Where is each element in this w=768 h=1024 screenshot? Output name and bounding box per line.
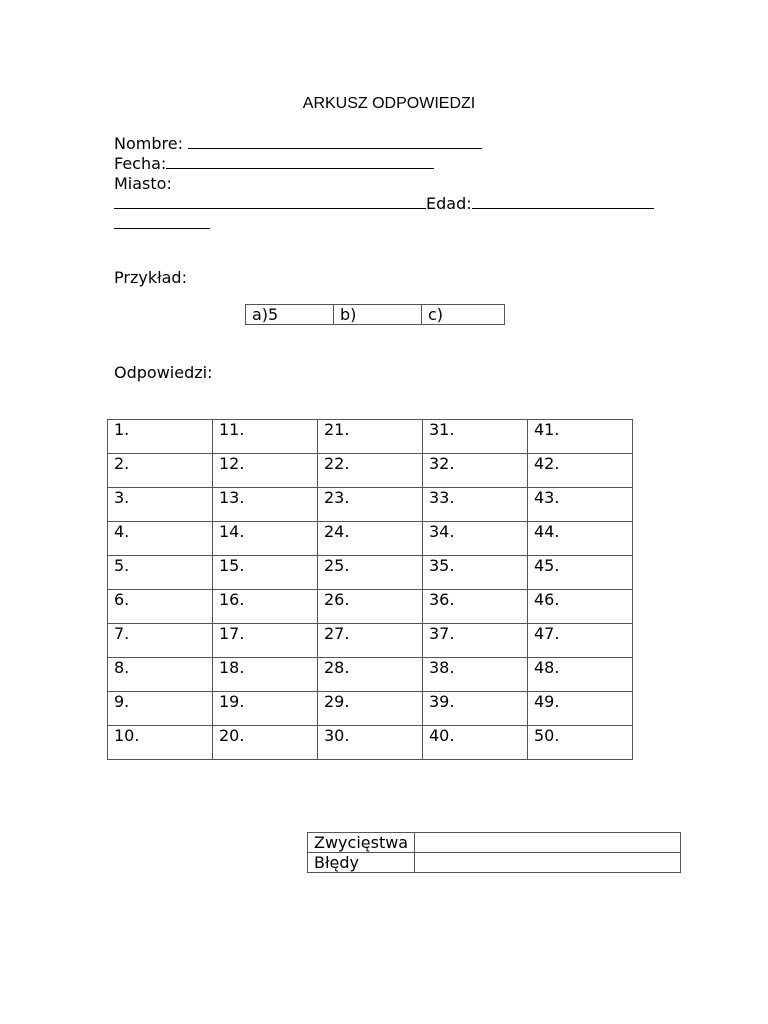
- answer-cell[interactable]: 10.: [108, 726, 213, 760]
- city-input-line[interactable]: [114, 194, 426, 209]
- answer-cell[interactable]: 39.: [423, 692, 528, 726]
- answer-cell[interactable]: 49.: [528, 692, 633, 726]
- date-label: Fecha:: [114, 154, 167, 173]
- answer-cell[interactable]: 50.: [528, 726, 633, 760]
- answer-cell[interactable]: 33.: [423, 488, 528, 522]
- answer-cell[interactable]: 42.: [528, 454, 633, 488]
- score-row-errors: [308, 853, 681, 873]
- answer-cell[interactable]: 19.: [213, 692, 318, 726]
- answer-cell[interactable]: 45.: [528, 556, 633, 590]
- answer-cell[interactable]: 23.: [318, 488, 423, 522]
- answer-row: [108, 420, 633, 454]
- answer-cell[interactable]: 11.: [213, 420, 318, 454]
- example-heading: Przykład:: [114, 268, 187, 287]
- answer-cell[interactable]: 44.: [528, 522, 633, 556]
- score-table: [307, 832, 681, 873]
- answer-cell[interactable]: 38.: [423, 658, 528, 692]
- answers-table: [107, 419, 633, 760]
- answer-cell[interactable]: 22.: [318, 454, 423, 488]
- name-label: Nombre:: [114, 134, 183, 153]
- answer-row: [108, 624, 633, 658]
- answer-row: [108, 590, 633, 624]
- answer-cell[interactable]: 24.: [318, 522, 423, 556]
- answer-cell[interactable]: 48.: [528, 658, 633, 692]
- document-title: ARKUSZ ODPOWIEDZI: [302, 95, 476, 112]
- answer-cell[interactable]: 32.: [423, 454, 528, 488]
- answer-cell[interactable]: 34.: [423, 522, 528, 556]
- answer-cell[interactable]: 6.: [108, 590, 213, 624]
- name-input-line[interactable]: [188, 134, 482, 149]
- city-label: Miasto:: [114, 174, 172, 193]
- answer-cell[interactable]: 18.: [213, 658, 318, 692]
- wins-label: Zwycięstwa: [308, 833, 415, 853]
- answer-row: [108, 488, 633, 522]
- answers-heading: Odpowiedzi:: [114, 363, 213, 382]
- answer-cell[interactable]: 35.: [423, 556, 528, 590]
- score-row-wins: [308, 833, 681, 853]
- errors-value-cell[interactable]: [415, 853, 681, 873]
- answer-row: [108, 556, 633, 590]
- answer-cell[interactable]: 40.: [423, 726, 528, 760]
- age-label: Edad:: [426, 194, 472, 213]
- answer-row: [108, 522, 633, 556]
- answer-cell[interactable]: 3.: [108, 488, 213, 522]
- answer-row: [108, 658, 633, 692]
- answer-cell[interactable]: 15.: [213, 556, 318, 590]
- answer-cell[interactable]: 37.: [423, 624, 528, 658]
- answer-cell[interactable]: 8.: [108, 658, 213, 692]
- answer-cell[interactable]: 43.: [528, 488, 633, 522]
- example-table: [245, 304, 505, 325]
- example-cell-a: a)5: [246, 305, 334, 325]
- answer-cell[interactable]: 7.: [108, 624, 213, 658]
- name-line: [114, 134, 482, 154]
- answer-cell[interactable]: 27.: [318, 624, 423, 658]
- answer-cell[interactable]: 12.: [213, 454, 318, 488]
- answer-cell[interactable]: 5.: [108, 556, 213, 590]
- answer-cell[interactable]: 30.: [318, 726, 423, 760]
- answer-cell[interactable]: 17.: [213, 624, 318, 658]
- example-row: [246, 305, 505, 325]
- answer-cell[interactable]: 41.: [528, 420, 633, 454]
- answer-cell[interactable]: 14.: [213, 522, 318, 556]
- answer-cell[interactable]: 4.: [108, 522, 213, 556]
- continuation-line: [114, 214, 210, 234]
- date-line: [114, 154, 434, 174]
- answer-cell[interactable]: 46.: [528, 590, 633, 624]
- answer-cell[interactable]: 20.: [213, 726, 318, 760]
- errors-label: Błędy: [308, 853, 415, 873]
- continuation-input-line[interactable]: [114, 214, 210, 229]
- age-input-line[interactable]: [472, 194, 654, 209]
- answer-cell[interactable]: 26.: [318, 590, 423, 624]
- answer-cell[interactable]: 36.: [423, 590, 528, 624]
- answer-cell[interactable]: 2.: [108, 454, 213, 488]
- date-input-line[interactable]: [166, 154, 434, 169]
- example-cell-c: c): [422, 305, 505, 325]
- answer-cell[interactable]: 13.: [213, 488, 318, 522]
- example-cell-b: b): [334, 305, 422, 325]
- answer-cell[interactable]: 29.: [318, 692, 423, 726]
- city-line: [114, 174, 172, 194]
- answer-row: [108, 726, 633, 760]
- answer-cell[interactable]: 25.: [318, 556, 423, 590]
- answer-cell[interactable]: 28.: [318, 658, 423, 692]
- city-age-line: [114, 194, 654, 214]
- answer-cell[interactable]: 1.: [108, 420, 213, 454]
- wins-value-cell[interactable]: [415, 833, 681, 853]
- answer-cell[interactable]: 47.: [528, 624, 633, 658]
- answer-cell[interactable]: 21.: [318, 420, 423, 454]
- answer-cell[interactable]: 31.: [423, 420, 528, 454]
- answer-row: [108, 692, 633, 726]
- answer-row: [108, 454, 633, 488]
- answer-cell[interactable]: 9.: [108, 692, 213, 726]
- answer-cell[interactable]: 16.: [213, 590, 318, 624]
